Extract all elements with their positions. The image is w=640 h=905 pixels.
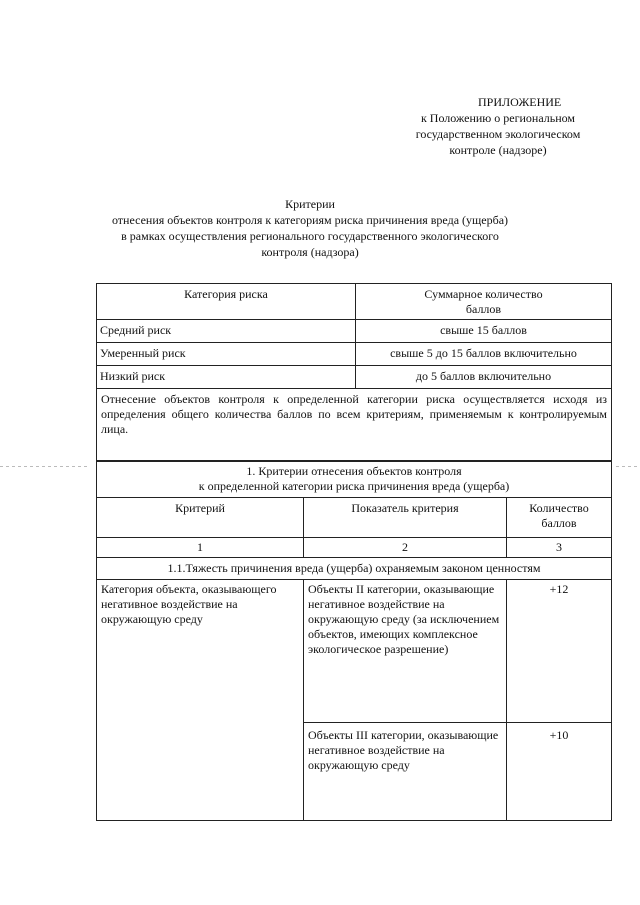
indicator-cell bbox=[304, 723, 507, 821]
risk-category: Умеренный риск bbox=[100, 346, 186, 360]
criteria-title-line-2: отнесения объектов контроля к категориям риска причинения вреда (ущерба) bbox=[111, 213, 509, 227]
table-row bbox=[97, 580, 612, 723]
col-criterion-header bbox=[97, 498, 304, 538]
indicator-cell bbox=[304, 580, 507, 723]
appendix-line-3: контроле (надзоре) bbox=[449, 143, 547, 157]
risk-category: Низкий риск bbox=[100, 369, 166, 383]
risk-points: до 5 баллов включительно bbox=[415, 369, 552, 383]
col-indicator-header bbox=[304, 498, 507, 538]
risk-points-cell bbox=[356, 366, 612, 389]
col-indicator: Показатель критерия bbox=[351, 501, 459, 515]
col-number-cell bbox=[97, 538, 304, 558]
criteria-section-title bbox=[97, 462, 612, 498]
points-cell bbox=[507, 580, 612, 723]
table-row bbox=[97, 284, 612, 320]
appendix-heading: ПРИЛОЖЕНИЕ bbox=[478, 95, 562, 109]
criterion-cell bbox=[97, 580, 304, 821]
points-value: +10 bbox=[549, 728, 569, 742]
risk-points: свыше 15 баллов bbox=[440, 323, 527, 337]
risk-points-cell bbox=[356, 343, 612, 366]
criteria-table bbox=[96, 461, 612, 821]
risk-category: Средний риск bbox=[100, 323, 172, 337]
points-cell bbox=[507, 723, 612, 821]
table-row bbox=[97, 389, 612, 461]
risk-category-cell bbox=[97, 320, 356, 343]
appendix-header bbox=[380, 94, 616, 158]
risk-category-cell bbox=[97, 343, 356, 366]
table-row bbox=[97, 343, 612, 366]
criteria-section-title-line-2: к определенной категории риска причинения вреда (ущерба) bbox=[198, 479, 510, 493]
appendix-line-1: к Положению о региональном bbox=[420, 111, 576, 125]
criteria-title-line-4: контроля (надзора) bbox=[261, 245, 359, 259]
indicator-text: Объекты III категории, оказывающие негативное воздействие на окружающую среду bbox=[308, 728, 499, 772]
criteria-title-line-3: в рамках осуществления регионального государственного экологического bbox=[121, 229, 499, 243]
section-1-1: 1.1.Тяжесть причинения вреда (ущерба) охраняемым законом ценностям bbox=[167, 561, 541, 575]
risk-category-table bbox=[96, 283, 612, 461]
col-points-line-1: Количество bbox=[529, 501, 589, 515]
table-row bbox=[97, 320, 612, 343]
col-number: 2 bbox=[402, 540, 408, 554]
table-row bbox=[97, 498, 612, 538]
criteria-title bbox=[90, 196, 530, 260]
col-points-header bbox=[507, 498, 612, 538]
points-value: +12 bbox=[549, 582, 569, 596]
risk-points-cell bbox=[356, 320, 612, 343]
header-points-line-1: Суммарное количество bbox=[424, 287, 543, 301]
table-row bbox=[97, 366, 612, 389]
header-points-cell bbox=[356, 284, 612, 320]
col-number: 3 bbox=[556, 540, 562, 554]
indicator-text: Объекты II категории, оказывающие негативное воздействие на окружающую среду (за исключением объектов, имеющих комплексное экологическое разрешение) bbox=[308, 582, 500, 656]
header-category-cell bbox=[97, 284, 356, 320]
section-1-1-cell bbox=[97, 558, 612, 580]
col-criterion: Критерий bbox=[175, 501, 225, 515]
criterion-text: Категория объекта, оказывающего негативное воздействие на окружающую среду bbox=[101, 582, 277, 626]
criteria-section-title-line-1: 1. Критерии отнесения объектов контроля bbox=[246, 464, 462, 478]
scan-artifact bbox=[0, 466, 90, 467]
table-row bbox=[97, 538, 612, 558]
table-row bbox=[97, 558, 612, 580]
col-number-cell bbox=[507, 538, 612, 558]
criteria-title-line-1: Критерии bbox=[285, 197, 335, 211]
col-number: 1 bbox=[197, 540, 203, 554]
risk-points: свыше 5 до 15 баллов включительно bbox=[390, 346, 577, 360]
scan-artifact bbox=[616, 466, 640, 467]
header-category: Категория риска bbox=[184, 287, 268, 301]
header-points-line-2: баллов bbox=[465, 302, 502, 316]
col-points-line-2: баллов bbox=[541, 516, 577, 530]
col-number-cell bbox=[304, 538, 507, 558]
appendix-line-2: государственном экологическом bbox=[415, 127, 581, 141]
risk-note: Отнесение объектов контроля к определенной категории риска осуществляется исходя из определения общего количества баллов по всем критериям, применяемым к контролируемым лица. bbox=[97, 389, 612, 461]
risk-category-cell bbox=[97, 366, 356, 389]
table-row bbox=[97, 462, 612, 498]
